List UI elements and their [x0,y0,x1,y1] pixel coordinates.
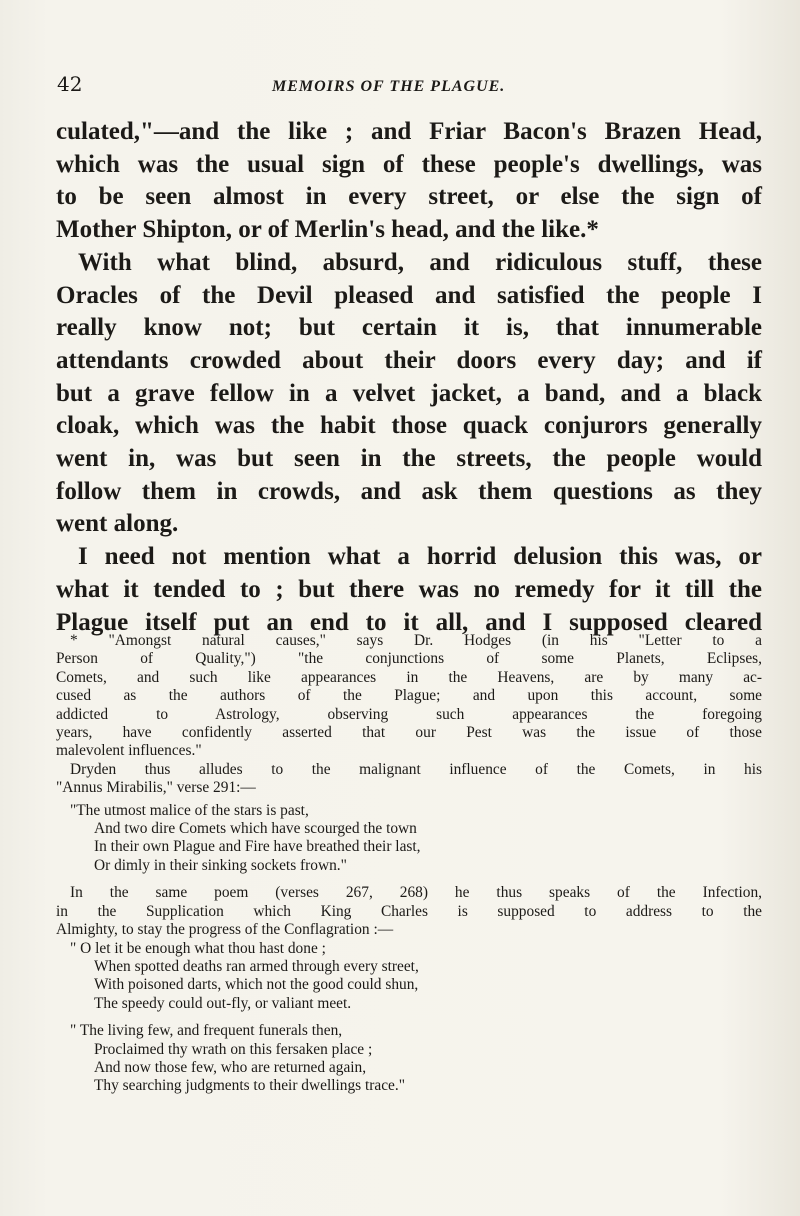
verse-line: " O let it be enough what thou hast done ; [70,939,326,957]
text-line: attendants crowded about their doors every day; and if [56,346,762,374]
footnote-paragraph-3 [56,884,762,939]
footnote-paragraph-2 [56,761,762,798]
text-line: but a grave fellow in a velvet jacket, a band, and a black [56,379,762,407]
verse-block-2 [56,940,762,1014]
footnote-line: Dryden thus alludes to the malignant influence of the Comets, in his [70,760,762,778]
main-text [56,116,762,639]
verse-block-1 [56,802,762,876]
verse-line: And two dire Comets which have scourged the town [94,820,417,838]
footnote-line: addicted to Astrology, observing such appearances the foregoing [56,705,762,723]
verse-line: And now those few, who are returned again, [94,1058,367,1076]
verse-line: Thy searching judgments to their dwellings trace." [94,1077,406,1095]
footnote-line: Almighty, to stay the progress of the Conflagration :— [56,921,394,939]
text-line: went in, was but seen in the streets, the people would [56,445,762,473]
text-line: culated,"—and the like ; and Friar Bacon's Brazen Head, [56,118,762,145]
text-line: Mother Shipton, or of Merlin's head, and the like.* [56,216,599,244]
verse-line: "The utmost malice of the stars is past, [70,801,309,819]
footnote-line: in the Supplication which King Charles is supposed to address to the [56,902,762,920]
text-line: what it tended to ; but there was no remedy for it till the [56,575,762,603]
verse-line: In their own Plague and Fire have breathed their last, [94,838,421,856]
verse-line: Proclaimed thy wrath on this fersaken place ; [94,1040,373,1058]
text-line: With what blind, absurd, and ridiculous stuff, these [78,248,762,276]
verse-line: When spotted deaths ran armed through every street, [94,957,419,975]
text-line: really know not; but certain it is, that innumerable [56,314,762,342]
footnote-line: malevolent influences." [56,742,202,760]
page-number: 42 [57,72,83,96]
verse-line: The speedy could out-fly, or valiant meet. [94,994,352,1012]
verse-line: Or dimly in their sinking sockets frown." [94,856,347,874]
verse-line: With poisoned darts, which not the good could shun, [94,976,419,994]
footnote [56,632,762,1096]
footnote-line: In the same poem (verses 267, 268) he thus speaks of the Infection, [70,884,762,902]
text-line: which was the usual sign of these people's dwellings, was [56,150,762,178]
text-line: I need not mention what a horrid delusion this was, or [78,543,762,571]
running-title: MEMOIRS OF THE PLAGUE. [272,78,506,95]
footnote-line: "Annus Mirabilis," verse 291:— [56,779,256,797]
footnote-paragraph-1 [56,632,762,761]
verse-block-3 [56,1022,762,1096]
footnote-line: Person of Quality,") "the conjunctions of some Planets, Eclipses, [56,650,762,668]
text-line: went along. [56,510,179,538]
footnote-line: Comets, and such like appearances in the Heavens, are by many ac- [56,668,762,686]
text-line: Plague itself put an end to it all, and I supposed cleared [56,608,762,636]
footnote-line: years, have confidently asserted that our Pest was the issue of those [56,724,762,742]
text-line: follow them in crowds, and ask them questions as they [56,477,762,505]
paragraph-3 [56,541,762,639]
footnote-line: * "Amongst natural causes," says Dr. Hodges (in his "Letter to a [70,632,762,649]
footnote-line: cused as the authors of the Plague; and upon this account, some [56,687,762,705]
paragraph-2 [56,247,762,541]
text-line: cloak, which was the habit those quack conjurors generally [56,412,762,440]
paragraph-1 [56,116,762,247]
text-line: to be seen almost in every street, or else the sign of [56,183,762,211]
text-line: Oracles of the Devil pleased and satisfied the people I [56,281,762,309]
verse-line: " The living few, and frequent funerals then, [70,1022,343,1040]
